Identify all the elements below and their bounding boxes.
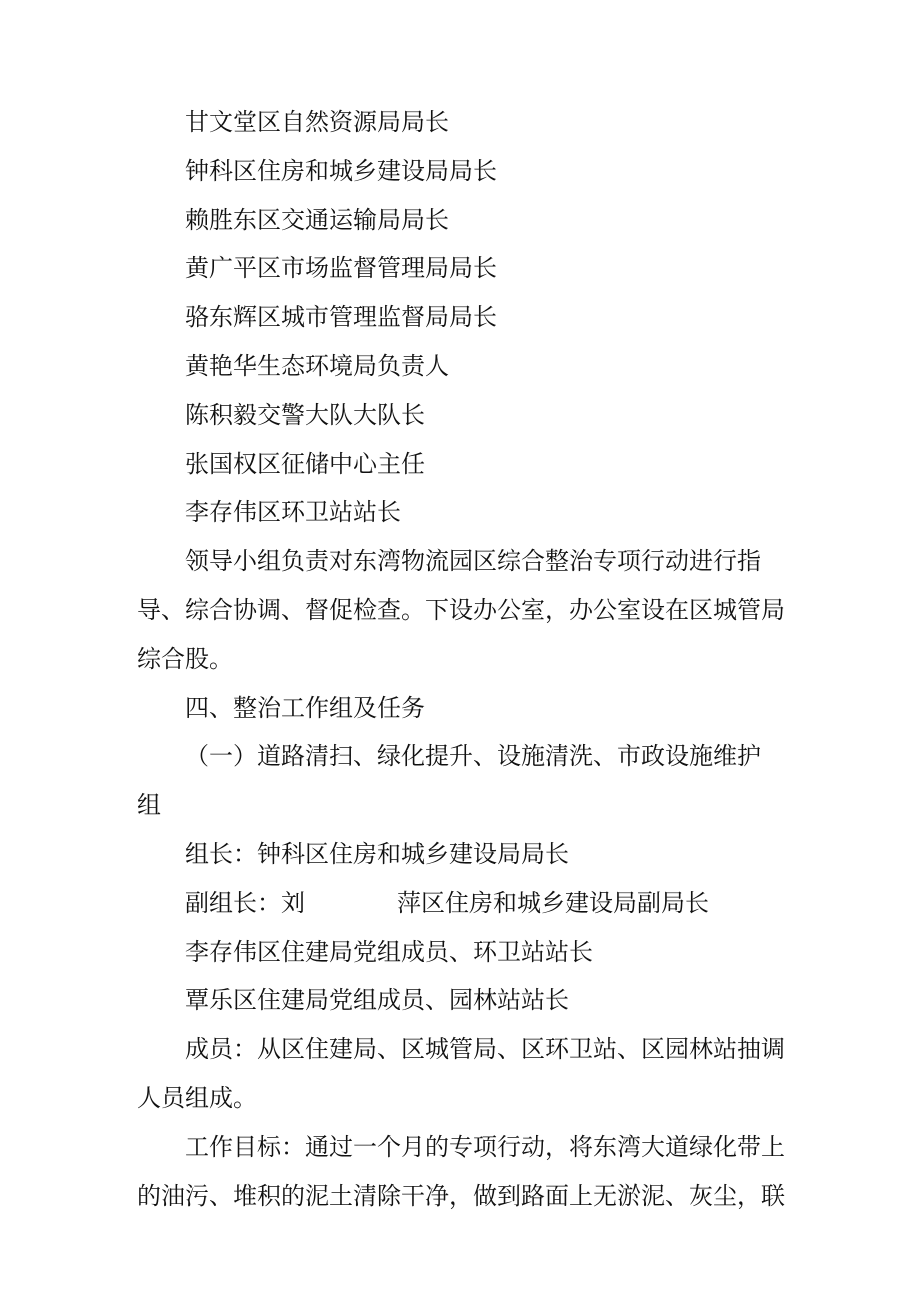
member-line: 骆东辉区城市管理监督局局长 (185, 303, 497, 332)
leadership-desc-line-2: 导、综合协调、督促检查。下设办公室，办公室设在区城管局 (137, 595, 785, 624)
group-deputy-3: 覃乐区住建局党组成员、园林站站长 (185, 986, 569, 1015)
group-goal-line-1: 工作目标：通过一个月的专项行动，将东湾大道绿化带上 (185, 1132, 785, 1161)
member-line: 黄广平区市场监督管理局局长 (185, 254, 497, 283)
group-deputy-1 (137, 879, 797, 928)
member-line: 甘文堂区自然资源局局长 (185, 108, 449, 136)
member-line: 钟科区住房和城乡建设局局长 (185, 156, 497, 185)
group-members-line-2: 人员组成。 (137, 1083, 257, 1112)
member-line: 黄艳华生态环境局负责人 (185, 351, 449, 380)
member-line: 李存伟区环卫站站长 (185, 498, 401, 527)
group-members-line-1: 成员：从区住建局、区城管局、区环卫站、区园林站抽调 (185, 1035, 785, 1064)
group-title-line-1: （一）道路清扫、绿化提升、设施清洗、市政设施维护 (185, 742, 761, 771)
member-line: 赖胜东区交通运输局局长 (185, 205, 449, 234)
member-line: 张国权区征储中心主任 (185, 449, 425, 478)
leadership-desc-line-1: 领导小组负责对东湾物流园区综合整治专项行动进行指 (185, 547, 761, 576)
group-title-line-2: 组 (137, 791, 161, 820)
group-deputy-2: 李存伟区住建局党组成员、环卫站站长 (185, 937, 593, 966)
section-heading: 四、整治工作组及任务 (185, 693, 425, 722)
leadership-desc-line-3: 综合股。 (137, 644, 233, 673)
group-leader: 组长：钟科区住房和城乡建设局局长 (185, 839, 569, 868)
deputy-label-part: 副组长：刘 (185, 888, 305, 917)
document-body (137, 98, 797, 1220)
member-line: 陈积毅交警大队大队长 (185, 400, 425, 429)
group-goal-line-2: 的油污、堆积的泥土清除干净，做到路面上无淤泥、灰尘，联 (137, 1181, 785, 1210)
deputy-title-part: 萍区住房和城乡建设局副局长 (397, 888, 709, 917)
